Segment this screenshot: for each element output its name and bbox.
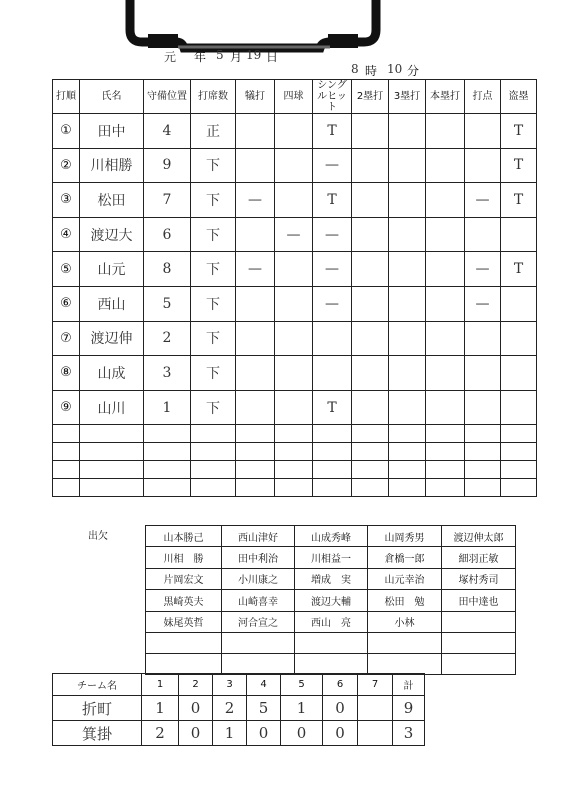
- col-header-triple: 3塁打: [389, 80, 426, 114]
- attendance-label: 出欠: [88, 531, 108, 542]
- attendance-member-cell: 渡辺伸太郎: [442, 526, 516, 547]
- batting-row: [53, 148, 537, 183]
- attendance-row: [146, 526, 516, 547]
- position-cell: 6: [144, 217, 191, 252]
- player-name-cell: 山元: [80, 252, 144, 287]
- empty-cell: [352, 461, 389, 479]
- plate-appearances-cell: 正: [191, 114, 236, 149]
- attendance-member-cell: 西山 亮: [295, 611, 368, 632]
- attendance-row: [146, 547, 516, 568]
- walks-cell: [275, 183, 313, 218]
- attendance-member-cell: 河合宣之: [222, 611, 295, 632]
- attendance-member-cell: 田中利治: [222, 547, 295, 568]
- score-header-team: チーム名: [53, 674, 142, 696]
- score-header-inning-1: 1: [142, 674, 179, 696]
- col-header-name: 氏名: [80, 80, 144, 114]
- attendance-member-cell: 山元幸治: [368, 568, 442, 589]
- rbi-cell: —: [465, 252, 501, 287]
- month-label: 月: [230, 50, 243, 64]
- attendance-table: [145, 525, 516, 675]
- single-cell: T: [313, 114, 352, 149]
- attendance-member-cell: 山崎喜幸: [222, 590, 295, 611]
- score-header-inning-7: 7: [358, 674, 393, 696]
- homerun-cell: [426, 217, 465, 252]
- walks-cell: [275, 390, 313, 425]
- empty-cell: [53, 425, 80, 443]
- batting-row: [53, 217, 537, 252]
- empty-cell: [236, 443, 275, 461]
- sacrifice-cell: [236, 114, 275, 149]
- attendance-row-empty: [146, 653, 516, 674]
- team-score-row: [53, 696, 425, 721]
- empty-cell: [426, 425, 465, 443]
- minute-label: 分: [407, 64, 420, 78]
- rbi-cell: [465, 356, 501, 391]
- empty-cell: [146, 653, 222, 674]
- batting-row-empty: [53, 425, 537, 443]
- attendance-member-cell: 松田 勉: [368, 590, 442, 611]
- empty-cell: [295, 653, 368, 674]
- batting-order-cell: ④: [53, 217, 80, 252]
- empty-cell: [465, 443, 501, 461]
- attendance-member-cell: 妹尾英哲: [146, 611, 222, 632]
- batting-order-cell: ①: [53, 114, 80, 149]
- homerun-cell: [426, 252, 465, 287]
- inning-score-cell: 0: [323, 721, 358, 746]
- player-name-cell: 山成: [80, 356, 144, 391]
- date-era-year: 元: [164, 50, 177, 64]
- sacrifice-cell: [236, 286, 275, 321]
- single-cell: T: [313, 183, 352, 218]
- attendance-member-cell: 黒崎英夫: [146, 590, 222, 611]
- batting-row-empty: [53, 443, 537, 461]
- col-header-single: シング ルヒット: [313, 80, 352, 114]
- batting-order-cell: ③: [53, 183, 80, 218]
- plate-appearances-cell: 下: [191, 390, 236, 425]
- triple-cell: [389, 148, 426, 183]
- col-header-plate-appearances: 打席数: [191, 80, 236, 114]
- hour-label: 時: [365, 64, 378, 78]
- triple-cell: [389, 252, 426, 287]
- inning-score-cell: 2: [213, 696, 247, 721]
- position-cell: 5: [144, 286, 191, 321]
- stolen-base-cell: T: [501, 183, 537, 218]
- position-cell: 4: [144, 114, 191, 149]
- team-name-cell: 折町: [53, 696, 142, 721]
- stolen-base-cell: T: [501, 148, 537, 183]
- score-header-inning-6: 6: [323, 674, 358, 696]
- triple-cell: [389, 217, 426, 252]
- sacrifice-cell: [236, 321, 275, 356]
- empty-cell: [275, 443, 313, 461]
- date-month: 5: [216, 48, 224, 62]
- empty-cell: [501, 461, 537, 479]
- homerun-cell: [426, 321, 465, 356]
- batting-row-empty: [53, 461, 537, 479]
- attendance-member-cell: 渡辺大輔: [295, 590, 368, 611]
- empty-cell: [53, 461, 80, 479]
- col-header-homerun: 本塁打: [426, 80, 465, 114]
- stolen-base-cell: T: [501, 114, 537, 149]
- rbi-cell: —: [465, 286, 501, 321]
- score-header-inning-5: 5: [281, 674, 323, 696]
- single-cell: —: [313, 217, 352, 252]
- stolen-base-cell: [501, 321, 537, 356]
- position-cell: 1: [144, 390, 191, 425]
- col-header-stolen-base: 盗塁: [501, 80, 537, 114]
- sacrifice-cell: [236, 217, 275, 252]
- score-header-total: 計: [393, 674, 425, 696]
- position-cell: 2: [144, 321, 191, 356]
- rbi-cell: [465, 148, 501, 183]
- empty-cell: [80, 461, 144, 479]
- inning-score-cell: 0: [247, 721, 281, 746]
- double-cell: [352, 148, 389, 183]
- empty-cell: [313, 479, 352, 497]
- empty-cell: [426, 443, 465, 461]
- empty-cell: [465, 479, 501, 497]
- empty-cell: [146, 632, 222, 653]
- inning-score-cell: 0: [323, 696, 358, 721]
- single-cell: —: [313, 252, 352, 287]
- homerun-cell: [426, 286, 465, 321]
- empty-cell: [144, 479, 191, 497]
- empty-cell: [442, 653, 516, 674]
- attendance-member-cell: 川相益一: [295, 547, 368, 568]
- empty-cell: [222, 653, 295, 674]
- triple-cell: [389, 183, 426, 218]
- empty-cell: [80, 425, 144, 443]
- homerun-cell: [426, 356, 465, 391]
- triple-cell: [389, 114, 426, 149]
- double-cell: [352, 183, 389, 218]
- empty-cell: [144, 443, 191, 461]
- col-header-order: 打順: [53, 80, 80, 114]
- double-cell: [352, 217, 389, 252]
- inning-score-cell: [358, 721, 393, 746]
- plate-appearances-cell: 下: [191, 286, 236, 321]
- walks-cell: [275, 356, 313, 391]
- score-header-inning-4: 4: [247, 674, 281, 696]
- empty-cell: [368, 653, 442, 674]
- empty-cell: [53, 479, 80, 497]
- batting-order-cell: ⑥: [53, 286, 80, 321]
- walks-cell: [275, 286, 313, 321]
- attendance-member-cell: 川相 勝: [146, 547, 222, 568]
- batting-order-cell: ⑤: [53, 252, 80, 287]
- sacrifice-cell: [236, 148, 275, 183]
- inning-score-cell: [358, 696, 393, 721]
- rbi-cell: [465, 321, 501, 356]
- triple-cell: [389, 390, 426, 425]
- empty-cell: [144, 425, 191, 443]
- empty-cell: [442, 632, 516, 653]
- walks-cell: [275, 252, 313, 287]
- empty-cell: [80, 443, 144, 461]
- empty-cell: [352, 479, 389, 497]
- plate-appearances-cell: 下: [191, 148, 236, 183]
- double-cell: [352, 286, 389, 321]
- attendance-member-cell: 西山津好: [222, 526, 295, 547]
- attendance-row-empty: [146, 632, 516, 653]
- col-header-rbi: 打点: [465, 80, 501, 114]
- year-label: 年: [194, 50, 207, 64]
- stolen-base-cell: T: [501, 252, 537, 287]
- batting-row: [53, 252, 537, 287]
- total-score-cell: 9: [393, 696, 425, 721]
- homerun-cell: [426, 390, 465, 425]
- attendance-member-cell: 塚村秀司: [442, 568, 516, 589]
- triple-cell: [389, 321, 426, 356]
- inning-score-cell: 5: [247, 696, 281, 721]
- score-header-inning-3: 3: [213, 674, 247, 696]
- batting-order-cell: ⑨: [53, 390, 80, 425]
- batting-order-cell: ⑦: [53, 321, 80, 356]
- double-cell: [352, 114, 389, 149]
- walks-cell: [275, 114, 313, 149]
- homerun-cell: [426, 114, 465, 149]
- batting-header-row: [53, 80, 537, 114]
- scoreboard-table: [52, 673, 425, 746]
- sacrifice-cell: [236, 390, 275, 425]
- empty-cell: [465, 461, 501, 479]
- player-name-cell: 山川: [80, 390, 144, 425]
- batting-row: [53, 390, 537, 425]
- attendance-member-cell: 小林: [368, 611, 442, 632]
- walks-cell: —: [275, 217, 313, 252]
- empty-cell: [368, 632, 442, 653]
- stolen-base-cell: [501, 390, 537, 425]
- player-name-cell: 松田: [80, 183, 144, 218]
- col-header-walks: 四球: [275, 80, 313, 114]
- empty-cell: [191, 461, 236, 479]
- inning-score-cell: 1: [281, 696, 323, 721]
- empty-cell: [222, 632, 295, 653]
- inning-score-cell: 1: [142, 696, 179, 721]
- day-label: 日: [266, 50, 279, 64]
- inning-score-cell: 0: [179, 696, 213, 721]
- plate-appearances-cell: 下: [191, 252, 236, 287]
- attendance-member-cell: 片岡宏文: [146, 568, 222, 589]
- empty-cell: [275, 425, 313, 443]
- empty-cell: [352, 425, 389, 443]
- inning-score-cell: 0: [281, 721, 323, 746]
- inning-score-cell: 2: [142, 721, 179, 746]
- attendance-member-cell: [442, 611, 516, 632]
- total-score-cell: 3: [393, 721, 425, 746]
- time-hour: 8: [351, 62, 359, 76]
- attendance-member-cell: 小川康之: [222, 568, 295, 589]
- time-minute: 10: [387, 62, 403, 76]
- attendance-row: [146, 611, 516, 632]
- single-cell: T: [313, 390, 352, 425]
- stolen-base-cell: [501, 356, 537, 391]
- batting-row: [53, 321, 537, 356]
- attendance-member-cell: 山成秀峰: [295, 526, 368, 547]
- sacrifice-cell: —: [236, 252, 275, 287]
- attendance-member-cell: 細羽正敏: [442, 547, 516, 568]
- attendance-member-cell: 倉橋一郎: [368, 547, 442, 568]
- single-cell: [313, 356, 352, 391]
- col-header-double: 2塁打: [352, 80, 389, 114]
- sacrifice-cell: [236, 356, 275, 391]
- walks-cell: [275, 148, 313, 183]
- plate-appearances-cell: 下: [191, 183, 236, 218]
- empty-cell: [236, 461, 275, 479]
- rbi-cell: [465, 114, 501, 149]
- rbi-cell: [465, 390, 501, 425]
- team-name-cell: 箕掛: [53, 721, 142, 746]
- empty-cell: [501, 425, 537, 443]
- batting-order-cell: ②: [53, 148, 80, 183]
- inning-score-cell: 1: [213, 721, 247, 746]
- single-cell: —: [313, 286, 352, 321]
- position-cell: 7: [144, 183, 191, 218]
- batting-order-cell: ⑧: [53, 356, 80, 391]
- empty-cell: [80, 479, 144, 497]
- player-name-cell: 渡辺大: [80, 217, 144, 252]
- attendance-row: [146, 568, 516, 589]
- rbi-cell: [465, 217, 501, 252]
- empty-cell: [426, 461, 465, 479]
- team-score-row: [53, 721, 425, 746]
- empty-cell: [465, 425, 501, 443]
- empty-cell: [352, 443, 389, 461]
- empty-cell: [295, 632, 368, 653]
- empty-cell: [191, 479, 236, 497]
- player-name-cell: 渡辺伸: [80, 321, 144, 356]
- position-cell: 9: [144, 148, 191, 183]
- attendance-member-cell: 山本勝己: [146, 526, 222, 547]
- batting-table: [52, 79, 537, 497]
- empty-cell: [144, 461, 191, 479]
- double-cell: [352, 390, 389, 425]
- single-cell: [313, 321, 352, 356]
- single-cell: —: [313, 148, 352, 183]
- plate-appearances-cell: 下: [191, 217, 236, 252]
- empty-cell: [236, 425, 275, 443]
- empty-cell: [389, 479, 426, 497]
- rbi-cell: —: [465, 183, 501, 218]
- empty-cell: [313, 443, 352, 461]
- walks-cell: [275, 321, 313, 356]
- col-header-position: 守備位置: [144, 80, 191, 114]
- player-name-cell: 川相勝: [80, 148, 144, 183]
- homerun-cell: [426, 183, 465, 218]
- empty-cell: [191, 443, 236, 461]
- score-header-inning-2: 2: [179, 674, 213, 696]
- empty-cell: [426, 479, 465, 497]
- empty-cell: [313, 461, 352, 479]
- empty-cell: [275, 461, 313, 479]
- empty-cell: [313, 425, 352, 443]
- player-name-cell: 田中: [80, 114, 144, 149]
- double-cell: [352, 356, 389, 391]
- empty-cell: [236, 479, 275, 497]
- batting-row: [53, 286, 537, 321]
- col-header-sacrifice: 犠打: [236, 80, 275, 114]
- empty-cell: [501, 443, 537, 461]
- date-day: 19: [246, 48, 262, 62]
- triple-cell: [389, 356, 426, 391]
- double-cell: [352, 321, 389, 356]
- plate-appearances-cell: 下: [191, 321, 236, 356]
- empty-cell: [275, 479, 313, 497]
- empty-cell: [389, 425, 426, 443]
- batting-row: [53, 356, 537, 391]
- inning-score-cell: 0: [179, 721, 213, 746]
- empty-cell: [501, 479, 537, 497]
- attendance-member-cell: 田中達也: [442, 590, 516, 611]
- position-cell: 3: [144, 356, 191, 391]
- stolen-base-cell: [501, 217, 537, 252]
- plate-appearances-cell: 下: [191, 356, 236, 391]
- batting-row: [53, 183, 537, 218]
- player-name-cell: 西山: [80, 286, 144, 321]
- empty-cell: [389, 461, 426, 479]
- attendance-member-cell: 山岡秀男: [368, 526, 442, 547]
- triple-cell: [389, 286, 426, 321]
- sacrifice-cell: —: [236, 183, 275, 218]
- attendance-row: [146, 590, 516, 611]
- batting-row-empty: [53, 479, 537, 497]
- double-cell: [352, 252, 389, 287]
- attendance-member-cell: 増成 実: [295, 568, 368, 589]
- empty-cell: [191, 425, 236, 443]
- empty-cell: [53, 443, 80, 461]
- position-cell: 8: [144, 252, 191, 287]
- empty-cell: [389, 443, 426, 461]
- scoreboard-header-row: [53, 674, 425, 696]
- stolen-base-cell: [501, 286, 537, 321]
- batting-row: [53, 114, 537, 149]
- homerun-cell: [426, 148, 465, 183]
